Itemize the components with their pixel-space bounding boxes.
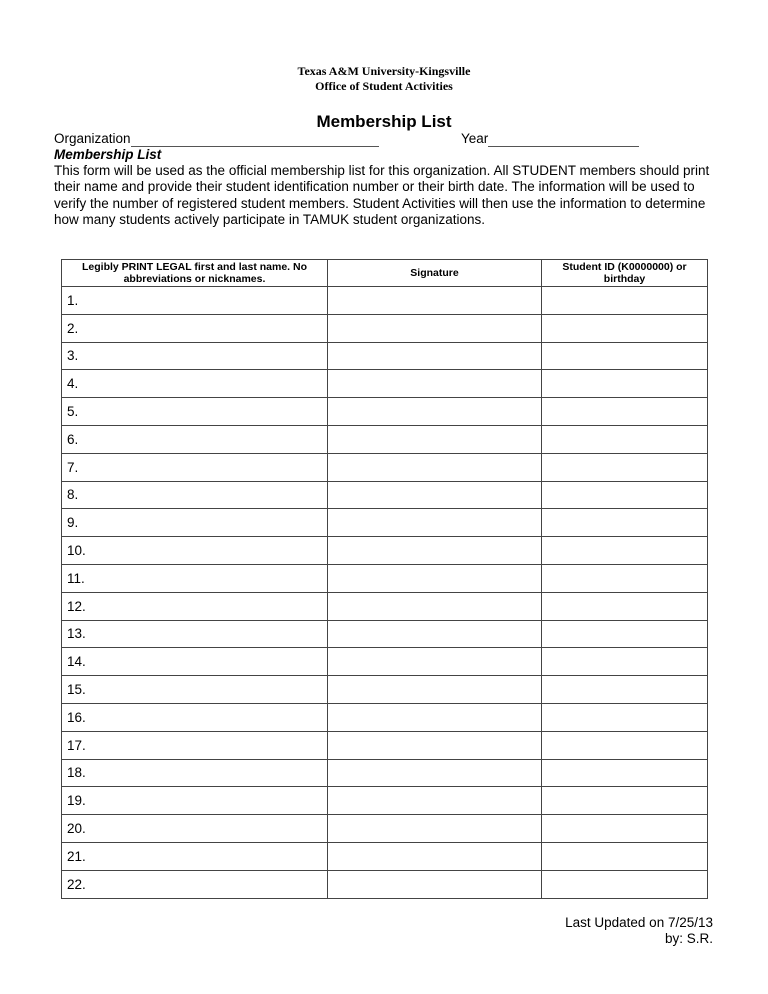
office-name: Office of Student Activities: [315, 79, 453, 93]
name-cell[interactable]: 3.: [62, 342, 328, 370]
student-id-cell[interactable]: [542, 815, 708, 843]
column-header-student-id: Student ID (K0000000) or birthday: [542, 260, 708, 287]
signature-cell[interactable]: [328, 815, 542, 843]
name-cell[interactable]: 11.: [62, 564, 328, 592]
name-cell[interactable]: 22.: [62, 870, 328, 898]
last-updated: Last Updated on 7/25/13: [565, 915, 713, 930]
signature-cell[interactable]: [328, 703, 542, 731]
name-cell[interactable]: 7.: [62, 453, 328, 481]
student-id-cell[interactable]: [542, 425, 708, 453]
table-row: [62, 287, 708, 315]
signature-cell[interactable]: [328, 731, 542, 759]
name-cell[interactable]: 14.: [62, 648, 328, 676]
name-cell[interactable]: 13.: [62, 620, 328, 648]
table-row: [62, 648, 708, 676]
signature-cell[interactable]: [328, 314, 542, 342]
student-id-cell[interactable]: [542, 648, 708, 676]
signature-cell[interactable]: [328, 342, 542, 370]
student-id-cell[interactable]: [542, 287, 708, 315]
name-cell[interactable]: 17.: [62, 731, 328, 759]
table-row: [62, 759, 708, 787]
membership-table: [61, 259, 708, 899]
signature-cell[interactable]: [328, 564, 542, 592]
section-heading: Membership List: [54, 147, 162, 162]
signature-cell[interactable]: [328, 509, 542, 537]
name-cell[interactable]: 5.: [62, 398, 328, 426]
name-cell[interactable]: 1.: [62, 287, 328, 315]
year-field[interactable]: [488, 132, 639, 147]
signature-cell[interactable]: [328, 787, 542, 815]
student-id-cell[interactable]: [542, 481, 708, 509]
name-cell[interactable]: 18.: [62, 759, 328, 787]
signature-cell[interactable]: [328, 453, 542, 481]
student-id-cell[interactable]: [542, 842, 708, 870]
signature-cell[interactable]: [328, 398, 542, 426]
table-row: [62, 398, 708, 426]
updated-by: by: S.R.: [664, 931, 713, 946]
name-cell[interactable]: 19.: [62, 787, 328, 815]
name-cell[interactable]: 2.: [62, 314, 328, 342]
column-header-name: Legibly PRINT LEGAL first and last name. No abbreviations or nicknames.: [62, 260, 328, 287]
signature-cell[interactable]: [328, 592, 542, 620]
student-id-cell[interactable]: [542, 370, 708, 398]
student-id-cell[interactable]: [542, 620, 708, 648]
organization-label: Organization: [54, 131, 131, 146]
student-id-cell[interactable]: [542, 592, 708, 620]
table-row: [62, 537, 708, 565]
table-row: [62, 620, 708, 648]
student-id-cell[interactable]: [542, 537, 708, 565]
table-row: [62, 592, 708, 620]
year-field-group: [461, 131, 639, 147]
name-cell[interactable]: 12.: [62, 592, 328, 620]
signature-cell[interactable]: [328, 287, 542, 315]
name-cell[interactable]: 20.: [62, 815, 328, 843]
student-id-cell[interactable]: [542, 759, 708, 787]
student-id-cell[interactable]: [542, 398, 708, 426]
table-row: [62, 564, 708, 592]
table-row: [62, 676, 708, 704]
name-cell[interactable]: 4.: [62, 370, 328, 398]
student-id-cell[interactable]: [542, 509, 708, 537]
name-cell[interactable]: 10.: [62, 537, 328, 565]
year-label: Year: [461, 131, 489, 146]
table-row: [62, 870, 708, 898]
institution-name: Texas A&M University-Kingsville: [297, 64, 471, 78]
table-row: [62, 425, 708, 453]
student-id-cell[interactable]: [542, 703, 708, 731]
table-row: [62, 703, 708, 731]
student-id-cell[interactable]: [542, 564, 708, 592]
table-row: [62, 370, 708, 398]
signature-cell[interactable]: [328, 842, 542, 870]
name-cell[interactable]: 8.: [62, 481, 328, 509]
name-cell[interactable]: 6.: [62, 425, 328, 453]
table-row: [62, 342, 708, 370]
table-row: [62, 731, 708, 759]
form-description: This form will be used as the official membership list for this organization. All STUDENT members should print their name and provide their student identification number or their birth date. The information will be used to verify the number of registered student members. Student Activities will then use the information to determine how many students actively participate in TAMUK student organizations.: [54, 163, 710, 228]
student-id-cell[interactable]: [542, 314, 708, 342]
signature-cell[interactable]: [328, 425, 542, 453]
table-header-row: [62, 260, 708, 287]
name-cell[interactable]: 15.: [62, 676, 328, 704]
table-body: [62, 287, 708, 899]
signature-cell[interactable]: [328, 481, 542, 509]
document-title: Membership List: [316, 112, 452, 131]
table-row: [62, 314, 708, 342]
footer: [565, 915, 713, 947]
student-id-cell[interactable]: [542, 676, 708, 704]
signature-cell[interactable]: [328, 648, 542, 676]
signature-cell[interactable]: [328, 676, 542, 704]
organization-field[interactable]: [131, 132, 379, 147]
signature-cell[interactable]: [328, 620, 542, 648]
student-id-cell[interactable]: [542, 731, 708, 759]
name-cell[interactable]: 16.: [62, 703, 328, 731]
table-row: [62, 453, 708, 481]
name-cell[interactable]: 21.: [62, 842, 328, 870]
name-cell[interactable]: 9.: [62, 509, 328, 537]
column-header-signature: Signature: [328, 260, 542, 287]
table-row: [62, 509, 708, 537]
student-id-cell[interactable]: [542, 787, 708, 815]
table-row: [62, 842, 708, 870]
table-row: [62, 815, 708, 843]
header-fields: [54, 131, 489, 147]
table-row: [62, 481, 708, 509]
student-id-cell[interactable]: [542, 342, 708, 370]
signature-cell[interactable]: [328, 370, 542, 398]
signature-cell[interactable]: [328, 537, 542, 565]
table-row: [62, 787, 708, 815]
signature-cell[interactable]: [328, 759, 542, 787]
student-id-cell[interactable]: [542, 453, 708, 481]
signature-cell[interactable]: [328, 870, 542, 898]
student-id-cell[interactable]: [542, 870, 708, 898]
